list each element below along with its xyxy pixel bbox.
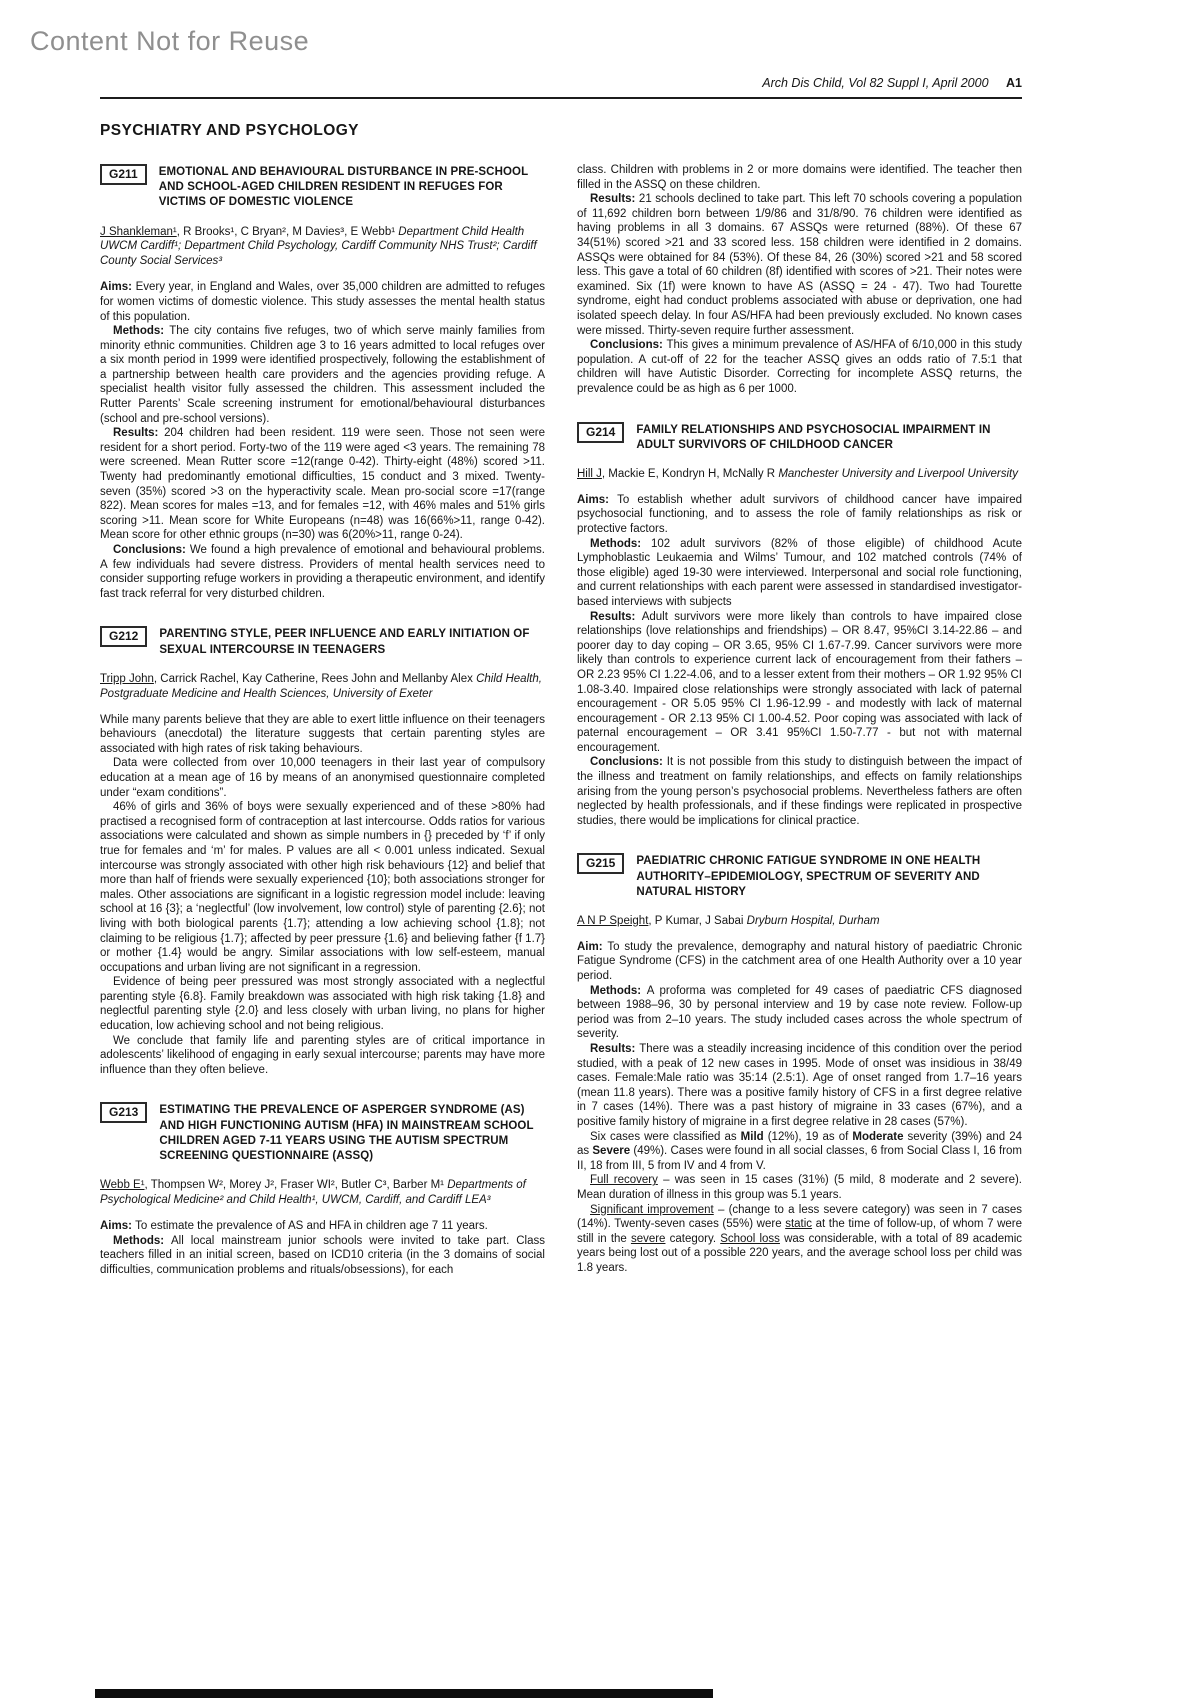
abstract-paragraph: Conclusions: It is not possible from this study to distinguish between the impact of the illness and treatment on family relationships, and effects on family relationships arising from the young person’s psychosocial problems. Nevertheless fathers are often neglected by health professionals, and if these findings were replicated in prospective studies, there would be implications for clinical practice. [577, 756, 1022, 827]
abstract-id-badge: G214 [577, 422, 624, 443]
abstract-paragraph: Results: Adult survivors were more likely than controls to have impaired close relationships (love relationships and friendships) – OR 8.47, 95%CI 3.14-22.86 – and poorer day to day coping – OR 3.65, 95% CI 1.67-7.99. Cancer survivors were more likely than controls to experience current lack of encouragement from their fathers – OR 2.23 95% CI 1.22-4.06, and to a lesser extent from their mothers – OR 1.92 95% CI 1.08-3.40. Impaired close relationships were strongly associated with lack of paternal encouragement - OR 5.05 95% CI 1.96-12.99 - and modestly with lack of maternal encouragement - OR 2.13 95% CI 1.00-4.52. Poor coping was associated with lack of paternal encouragement – OR 3.41 95%CI 1.50-7.77 - but not with maternal encouragement. [577, 610, 1022, 754]
abstract-paragraph: Conclusions: This gives a minimum prevalence of AS/HFA of 6/10,000 in this study population. A cut-off of 22 for the teacher ASSQ gives an odds ratio of 7.5:1 that children will have Autistic Disorder. Correcting for incomplete ASSQ returns, the prevalence could be as high as 6 per 1000. [577, 339, 1022, 395]
abstract-g212 [100, 625, 545, 1077]
abstract-paragraph: class. Children with problems in 2 or more domains were identified. The teacher then filled in the ASSQ on these children. [577, 164, 1022, 191]
abstract-header [577, 852, 1022, 900]
abstract-body [100, 280, 545, 601]
page-bottom-scan-bar [95, 1689, 713, 1698]
abstract-title: ESTIMATING THE PREVALENCE OF ASPERGER SYNDROME (AS) AND HIGH FUNCTIONING AUTISM (HFA) IN MAINSTREAM SCHOOL CHILDREN AGED 7-11 YEARS USING THE AUTISM SPECTRUM SCREENING QUESTIONNAIRE (ASSQ) [159, 1104, 534, 1162]
abstract-body [577, 940, 1022, 1276]
abstract-paragraph: Methods: All local mainstream junior schools were invited to take part. Class teachers filled in an initial screen, based on ICD10 criteria (in the 3 domains of social difficulties, communication problems and rituals/obsessions), for each [100, 1234, 545, 1276]
abstract-paragraph: Methods: A proforma was completed for 49 cases of paediatric CFS diagnosed between 1988–96, 30 by personal interview and 19 by case note review. Follow-up period was from 2–10 years. The study included cases across the whole spectrum of severity. [577, 984, 1022, 1041]
section-title: PSYCHIATRY AND PSYCHOLOGY [100, 122, 359, 139]
watermark-text: Content Not for Reuse [30, 26, 310, 56]
abstract-paragraph: Full recovery – was seen in 15 cases (31%) (5 mild, 8 moderate and 2 severe). Mean duration of illness in this group was 5.1 years. [577, 1174, 1022, 1201]
abstract-paragraph: Data were collected from over 10,000 teenagers in their last year of compulsory education at a mean age of 16 by means of an anonymised questionnaire completed under “exam conditions”. [100, 757, 545, 799]
abstract-title: PARENTING STYLE, PEER INFLUENCE AND EARLY INITIATION OF SEXUAL INTERCOURSE IN TEENAGERS [159, 628, 530, 656]
abstract-paragraph: Evidence of being peer pressured was most strongly associated with a neglectful parenting style {6.8}. Family breakdown was associated with high risk taking {1.8} and neglectful parenting style {2.0} and less closely with urban living, no plans for higher education, low achieving school and not being religious. [100, 976, 545, 1033]
header-rule [100, 97, 1022, 99]
abstract-paragraph: We conclude that family life and parenting styles are of critical importance in adolescents’ likelihood of engaging in early sexual intercourse; parents may have more influence than they often believe. [100, 1034, 545, 1076]
abstract-id-badge: G215 [577, 853, 624, 874]
abstract-g214 [577, 421, 1022, 829]
abstract-g211 [100, 163, 545, 601]
abstract-paragraph: 46% of girls and 36% of boys were sexually experienced and of these >80% had practised a recognised form of contraception at last intercourse. Odds ratios for various associations were calculated and shown as simple numbers in {} preceded by ‘f’ if only true for females and ‘m’ for males. P values are all < 0.001 unless indicated. Sexual intercourse was strongly associated with other high risk behaviours {12} and belief that more than half of friends were sexually experienced {10}; both associations stronger for males. Other associations are significant in a logistic regression model include: leaving school at 16 {3}; a ‘neglectful’ (low involvement, low control) style of parenting {2.6}; not living with both biological parents {1.7}; attending a low achieving school {1.8}; not claiming to be religious {1.7}; affected by peer pressure {1.6} and believing father {f 1.7} or mother {1.4} would be angry. Similar associations with low self-esteem, manual occupations and urban living are not significant in a regression. [100, 801, 545, 974]
abstract-paragraph: Aims: To estimate the prevalence of AS and HFA in children age 7 11 years. [100, 1220, 488, 1233]
journal-citation: Arch Dis Child, Vol 82 Suppl I, April 2000 [762, 76, 989, 90]
abstract-paragraph: Results: There was a steadily increasing incidence of this condition over the period studied, with a peak of 12 new cases in 1995. Mode of onset was insidious in 38/49 cases. Female:Male ratio was 35:14 (2.5:1). Age of onset ranged from 1.7–16 years (mean 11.8 years). There was a positive family history of CFS in a first degree relative in 7 cases (14%). There was a past history of migraine in 33 cases (67%), and a positive family history of migraine in a first degree relative in 28 cases (57%). [577, 1043, 1022, 1129]
abstract-authors: Hill J, Mackie E, Kondryn H, McNally R Manchester University and Liverpool University [577, 467, 1018, 480]
abstract-header [100, 163, 545, 211]
abstract-header [100, 1101, 545, 1164]
abstract-paragraph: Methods: The city contains five refuges, two of which serve mainly families from minority ethnic communities. Children age 3 to 16 years admitted to local refuges over a six month period in 1999 were identified prospectively, following the establishment of a partnership between health care providers and the agencies providing refuge. A specialist health visitor fully assessed the children. This assessment included the Rutter Parents’ Scale screening instrument for emotional/behavioural disturbances (school and pre-school versions). [100, 325, 545, 425]
abstract-paragraph: Aim: To study the prevalence, demography and natural history of paediatric Chronic Fatigue Syndrome (CFS) in the catchment area of one Health Authority over a 10 year period. [577, 940, 1022, 983]
abstract-header [100, 625, 545, 657]
abstract-paragraph: Methods: 102 adult survivors (82% of those eligible) of childhood Acute Lymphoblastic Leukaemia and Wilms’ Tumour, and 102 matched controls (74% of those eligible) aged 19-30 were interviewed. Interpersonal and social role functioning, and current relationships with each parent were assessed in standardised investigator-based interviews with subjects [577, 537, 1022, 608]
left-column [100, 163, 545, 1301]
abstract-body [100, 713, 545, 1078]
abstract-title: FAMILY RELATIONSHIPS AND PSYCHOSOCIAL IMPAIRMENT IN ADULT SURVIVORS OF CHILDHOOD CANCER [636, 423, 991, 451]
abstract-id-badge: G212 [100, 626, 147, 647]
abstract-title: PAEDIATRIC CHRONIC FATIGUE SYNDROME IN ONE HEALTH AUTHORITY–EPIDEMIOLOGY, SPECTRUM OF SEVERITY AND NATURAL HISTORY [636, 855, 981, 898]
abstract-paragraph: Aims: To establish whether adult survivors of childhood cancer have impaired psychosocial functioning, and to assess the role of family relationships as risk or protective factors. [577, 493, 1022, 535]
abstract-authors: Webb E¹, Thompsen W², Morey J², Fraser WI², Butler C³, Barber M¹ Departments of Psychological Medicine² and Child Health¹, UWCM, Cardiff, and Cardiff LEA³ [100, 1179, 526, 1207]
abstract-body [100, 1219, 545, 1277]
running-head [100, 76, 1022, 90]
right-column [577, 163, 1022, 1301]
abstract-id-badge: G211 [100, 164, 147, 185]
abstract-paragraph: Significant improvement – (change to a less severe category) was seen in 7 cases (14%). Twenty-seven cases (55%) were static at the time of follow-up, of whom 7 were still in the severe category. School loss was considerable, with a total of 89 academic years being lost out of a possible 220 years, and the average school loss per child was 1.8 years. [577, 1203, 1023, 1274]
abstract-id-badge: G213 [100, 1102, 147, 1123]
abstract-paragraph: Conclusions: We found a high prevalence of emotional and behavioural problems. A few individuals had severe distress. Providers of mental health services need to consider supporting refuge workers in providing a therapeutic environment, and identify fast track referral for very disturbed children. [100, 544, 545, 600]
abstract-body [577, 163, 1022, 397]
abstract-paragraph: Aims: Every year, in England and Wales, over 35,000 children are admitted to refuges for women victims of domestic violence. This study assesses the mental health status of this population. [100, 281, 545, 323]
abstract-paragraph: Results: 21 schools declined to take part. This left 70 schools covering a population of 11,692 children born between 1/9/86 and 31/8/90. 76 children were identified as having problems in all 3 domains. 67 ASSQs were returned (88%). Of these 67 34(51%) scored >21 and 33 scored less. 158 children were identified in 2 domains. ASSQs were obtained for 84 (53%). Of these 84, 26 (30%) scored >21 and 58 scored less. This gave a total of 60 children (8f) identified with scores of >21. Their notes were examined. Six (1f) were known to have AS (ASSQ = 24 - 47). Two had Tourette syndrome, eight had conduct problems associated with abuse or deprivation, one had isolated speech delay. In four AS/HFA had been previously excluded. No known cases were missed. Thirty-seven require further assessment. [577, 193, 1022, 337]
abstract-paragraph: Six cases were classified as Mild (12%), 19 as of Moderate severity (39%) and 24 as Severe (49%). Cases were found in all social classes, 6 from Social Class I, 16 from II, 18 from III, 5 from IV and 4 from V. [577, 1130, 1022, 1172]
abstract-authors: Tripp John, Carrick Rachel, Kay Catherine, Rees John and Mellanby Alex Child Health, Postgraduate Medicine and Health Sciences, University of Exeter [100, 672, 542, 700]
abstract-title: EMOTIONAL AND BEHAVIOURAL DISTURBANCE IN PRE-SCHOOL AND SCHOOL-AGED CHILDREN RESIDENT IN REFUGES FOR VICTIMS OF DOMESTIC VIOLENCE [158, 166, 528, 209]
abstract-header [577, 421, 1022, 453]
abstract-authors: J Shankleman¹, R Brooks¹, C Bryan², M Davies³, E Webb¹ Department Child Health UWCM Cardiff¹; Department Child Psychology, Cardiff Community NHS Trust²; Cardiff County Social Services³ [100, 225, 537, 268]
page-number: A1 [1006, 76, 1022, 90]
abstract-paragraph: While many parents believe that they are able to exert little influence on their teenagers behaviours (anecdotal) the literature suggests that certain parenting styles are associated with high rates of risk taking behaviours. [100, 713, 545, 755]
two-column-layout [100, 163, 1022, 1301]
abstract-g215 [577, 852, 1022, 1275]
abstract-paragraph: Results: 204 children had been resident. 119 were seen. Those not seen were resident for a short period. Forty-two of the 119 were aged <3 years. The remaining 78 were screened. Mean Rutter score =12(range 0-42). Thirty-eight (48%) scored >11. Twenty had predominantly emotional difficulties, 15 conduct and 3 mixed. Twenty-seven (35%) scored >3 on the hyperactivity scale. Mean pro-social score =17(range 822). Mean scores for males =13, and for females =12, with 46% males and 51% girls scoring >11. Mean score for White Europeans (n=48) was 16(66%>11, range 0-42). Mean score for other ethnic groups (n=30) was 6(20%>11, range 0-24). [100, 427, 545, 542]
abstract-authors: A N P Speight, P Kumar, J Sabai Dryburn Hospital, Durham [577, 914, 880, 927]
abstract-body [577, 493, 1022, 829]
abstract-g213 [100, 1101, 545, 1277]
abstract-g213-continuation [577, 163, 1022, 397]
